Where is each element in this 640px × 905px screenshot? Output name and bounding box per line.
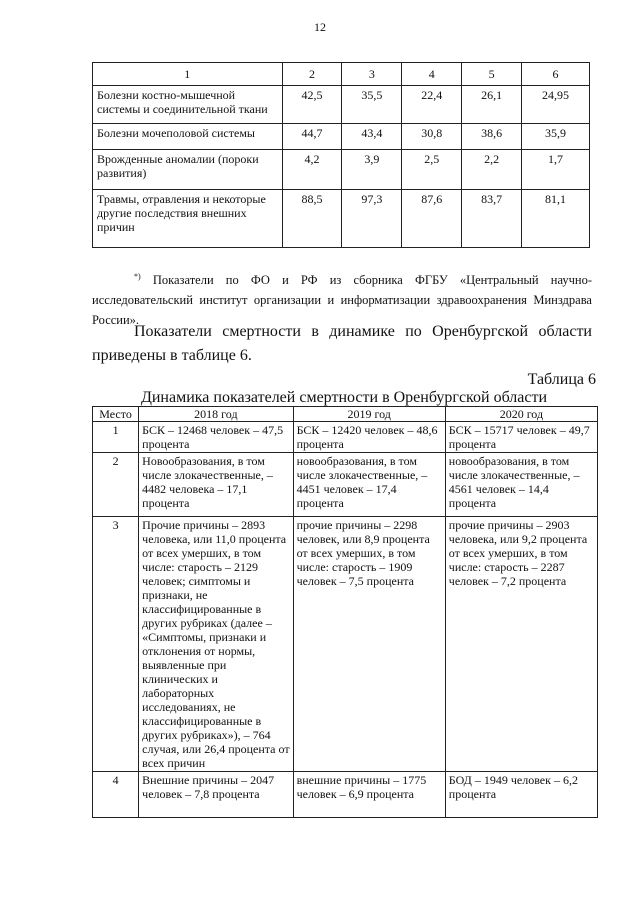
- table-cell: новообразования, в том числе злокачественные, – 4451 человек – 17,4 процента: [293, 453, 445, 517]
- column-header: 2018 год: [139, 407, 293, 422]
- disease-rates-table: [92, 62, 590, 248]
- table-caption: Таблица 6: [527, 371, 596, 388]
- place-cell: 2: [93, 453, 139, 517]
- table-title: Динамика показателей смертности в Оренбургской области: [140, 389, 548, 406]
- table-cell: 88,5: [282, 190, 342, 248]
- table-row: [93, 772, 598, 818]
- column-header: 2020 год: [445, 407, 597, 422]
- table-cell: 4,2: [282, 150, 342, 190]
- column-header: 1: [93, 63, 283, 86]
- column-header: 2019 год: [293, 407, 445, 422]
- column-header: Место: [93, 407, 139, 422]
- column-header: 4: [402, 63, 462, 86]
- table-cell: 43,4: [342, 124, 402, 150]
- table-cell: 44,7: [282, 124, 342, 150]
- table-cell: внешние причины – 1775 человек – 6,9 процента: [293, 772, 445, 818]
- row-label: Болезни мочеполовой системы: [93, 124, 283, 150]
- table-cell: 3,9: [342, 150, 402, 190]
- table-cell: прочие причины – 2298 человек, или 8,9 процента от всех умерших, в том числе: старость – 1909 человек – 7,5 процента: [293, 517, 445, 772]
- row-label: Травмы, отравления и некоторые другие последствия внешних причин: [93, 190, 283, 248]
- table-cell: БОД – 1949 человек – 6,2 процента: [445, 772, 597, 818]
- table-cell: прочие причины – 2903 человека, или 9,2 процента от всех умерших, в том числе: старость – 2287 человек – 7,2 процента: [445, 517, 597, 772]
- table-header-row: [93, 63, 590, 86]
- table-row: [93, 190, 590, 248]
- table-cell: Прочие причины – 2893 человека, или 11,0 процента от всех умерших, в том числе: старость – 2129 человек; симптомы и признаки, не классифицированные в других рубриках (далее – «Симптомы, признаки и отклонения от нормы, выявленные при клинических и лабораторных исследованиях, не классифицированные в других рубриках»), – 764 случая, или 26,4 процента от всех причин: [139, 517, 293, 772]
- mortality-dynamics-table: [92, 406, 598, 818]
- table-row: [93, 453, 598, 517]
- table-row: [93, 124, 590, 150]
- row-label: Болезни костно-мышечной системы и соединительной ткани: [93, 86, 283, 124]
- table-cell: 42,5: [282, 86, 342, 124]
- footnote-text: Показатели по ФО и РФ из сборника ФГБУ «Центральный научно-исследовательский институт организации и информатизации здравоохранения Минздрава России».: [92, 273, 592, 328]
- table-cell: БСК – 12420 человек – 48,6 процента: [293, 422, 445, 453]
- column-header: 2: [282, 63, 342, 86]
- row-label: Врожденные аномалии (пороки развития): [93, 150, 283, 190]
- table-cell: 81,1: [522, 190, 590, 248]
- table-cell: 35,9: [522, 124, 590, 150]
- table-cell: 97,3: [342, 190, 402, 248]
- table-cell: Внешние причины – 2047 человек – 7,8 процента: [139, 772, 293, 818]
- table-row: [93, 86, 590, 124]
- table-cell: 35,5: [342, 86, 402, 124]
- place-cell: 3: [93, 517, 139, 772]
- table-row: [93, 517, 598, 772]
- table-cell: 2,2: [462, 150, 522, 190]
- table-cell: 38,6: [462, 124, 522, 150]
- column-header: 5: [462, 63, 522, 86]
- column-header: 6: [522, 63, 590, 86]
- table-cell: новообразования, в том числе злокачественные, – 4561 человек – 14,4 процента: [445, 453, 597, 517]
- place-cell: 1: [93, 422, 139, 453]
- table-cell: БСК – 12468 человек – 47,5 процента: [139, 422, 293, 453]
- table-cell: 83,7: [462, 190, 522, 248]
- table-cell: 24,95: [522, 86, 590, 124]
- column-header: 3: [342, 63, 402, 86]
- place-cell: 4: [93, 772, 139, 818]
- table-row: [93, 422, 598, 453]
- table-row: [93, 150, 590, 190]
- table-cell: БСК – 15717 человек – 49,7 процента: [445, 422, 597, 453]
- table-cell: 2,5: [402, 150, 462, 190]
- table-header-row: [93, 407, 598, 422]
- table-cell: 87,6: [402, 190, 462, 248]
- table-cell: 30,8: [402, 124, 462, 150]
- table-cell: 26,1: [462, 86, 522, 124]
- table-cell: Новообразования, в том числе злокачественные, – 4482 человека – 17,1 процента: [139, 453, 293, 517]
- table-cell: 22,4: [402, 86, 462, 124]
- body-paragraph: Показатели смертности в динамике по Оренбургской области приведены в таблице 6.: [92, 323, 592, 364]
- footnote-mark: *): [134, 272, 141, 281]
- table-cell: 1,7: [522, 150, 590, 190]
- page-number: 12: [314, 20, 326, 34]
